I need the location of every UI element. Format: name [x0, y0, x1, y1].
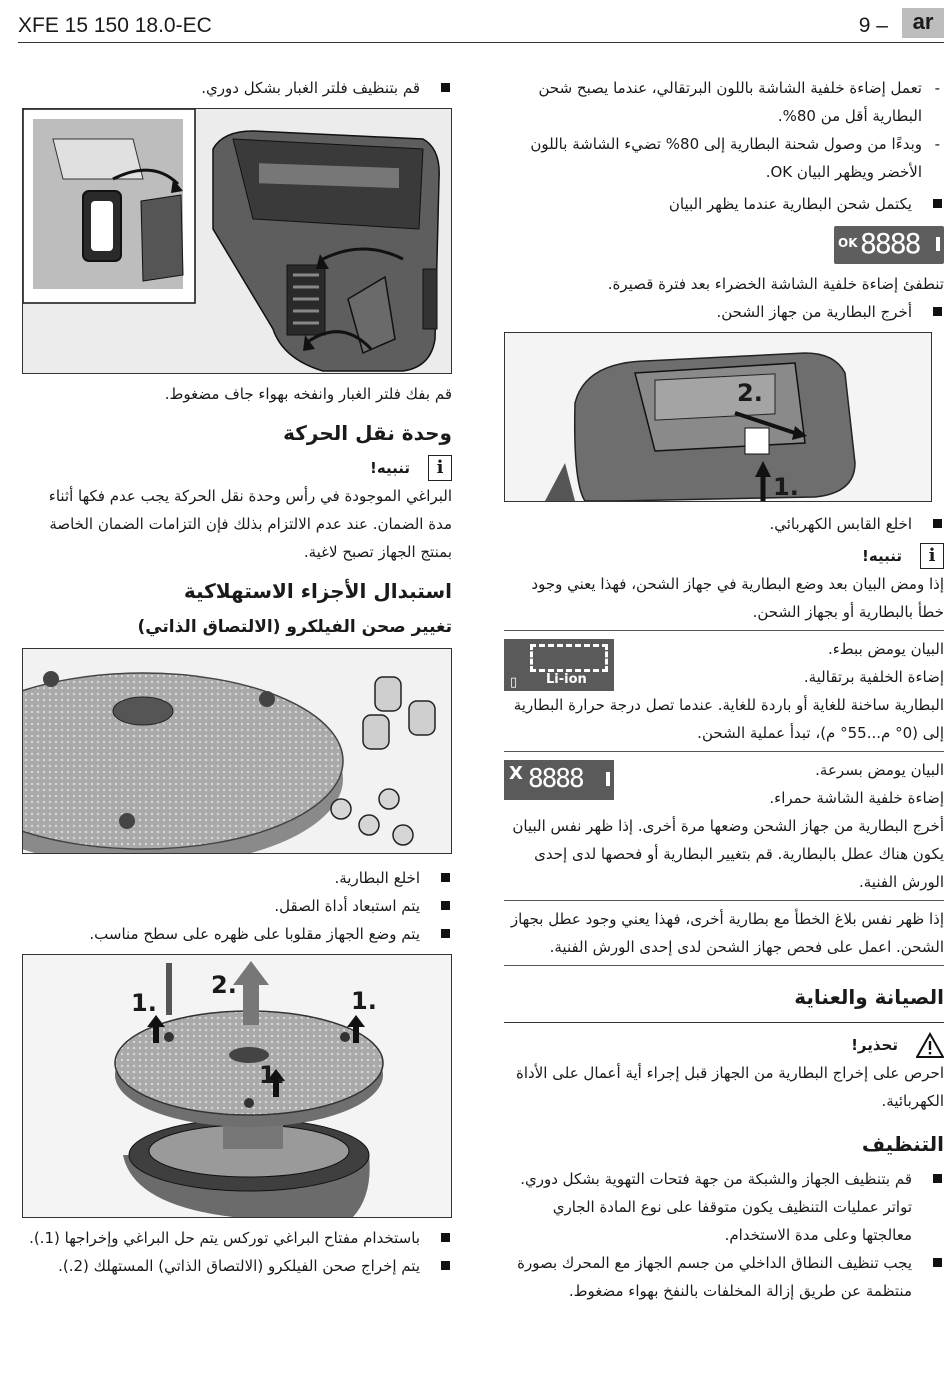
lcd-ok-label: OK [838, 236, 858, 250]
cleaning-item-2: يجب تنظيف النطاق الداخلي من جسم الجهاز مع المحرك بصورة منتظمة عن طريق إزالة المخلفات بالنفخ بهواء مضغوط. [504, 1249, 944, 1305]
velcro-pad-figure [22, 648, 452, 854]
charge-complete-item: يكتمل شحن البطارية عندما يظهر البيان [504, 190, 944, 218]
remove-battery-item: أخرج البطارية من جهاز الشحن. [504, 298, 944, 326]
pad-step2-label: 2. [211, 971, 237, 999]
lcd-liion-label: Li-ion [546, 672, 587, 687]
warning-text: احرص على إخراج البطارية من الجهاز قبل إجراء أية أعمال على الأداة الكهربائية. [516, 1064, 944, 1110]
note-battery-flash [504, 542, 944, 570]
error1-line2: إضاءة الخلفية برتقالية. [803, 668, 944, 686]
pad-removal-illustration [23, 955, 451, 1217]
velcro-pad-illustration [23, 649, 451, 853]
note1-text: إذا ومض البيان بعد وضع البطارية في جهاز الشحن، فهذا يعني وجود خطأ بالبطارية أو بجهاز الشحن. [531, 575, 944, 621]
maintenance-heading: الصيانة والعناية [794, 985, 944, 1009]
error2-line1: البيان يومض بسرعة. [815, 761, 944, 779]
table-divider [504, 751, 944, 752]
table-divider [504, 900, 944, 901]
final-item-1: باستخدام مفتاح البراغي توركس يتم حل البراغي وإخراجها (1.). [22, 1224, 452, 1252]
lcd-x-label: X [509, 763, 523, 784]
lcd-x-display [504, 760, 614, 800]
consumables-heading: استبدال الأجزاء الاستهلاكية [183, 579, 452, 603]
section-divider [504, 1022, 944, 1023]
final-item-2: يتم إخراج صحن الفيلكرو (الالتصاق الذاتي) المستهلك (2.). [22, 1252, 452, 1280]
pad-step1-label-center: 1. [259, 1061, 285, 1089]
gear-heading: وحدة نقل الحركة [283, 421, 452, 445]
pad-step1-label-left: 1. [131, 989, 157, 1017]
charger-illustration [505, 333, 931, 501]
charger-step2-label: 2. [737, 379, 763, 407]
filter-clean-item: قم بتنظيف فلتر الغبار بشكل دوري. [22, 74, 452, 102]
page-number: 9 – [858, 14, 888, 37]
table-divider [504, 630, 944, 631]
lcd-liion-display [504, 639, 614, 691]
table-divider [504, 965, 944, 966]
lcd-ok-digits: 8888 [860, 227, 920, 260]
pad-step1-label-right: 1. [351, 987, 377, 1015]
error-row-defect [504, 756, 944, 896]
charge-dash-1: - تعمل إضاءة خلفية الشاشة باللون البرتقالي، عندما يصبح شحن البطارية أقل من 80%. [504, 74, 944, 130]
battery-icon [936, 237, 940, 251]
warning-title: تحذير! [851, 1036, 898, 1054]
charger-step1-label: 1. [773, 473, 799, 501]
cleaning-item-1: قم بتنظيف الجهاز والشبكة من جهة فتحات التهوية بشكل دوري. تواتر عمليات التنظيف يكون متوقفا على نوع المادة الجاري معالجتها وعلى مدة الاستخدام. [504, 1165, 944, 1249]
lcd-x-digits: 8888 [528, 764, 583, 794]
warning-icon [916, 1032, 944, 1058]
dust-filter-figure [22, 108, 452, 374]
backlight-off-text: تنطفئ إضاءة خلفية الشاشة الخضراء بعد فترة قصيرة. [607, 275, 944, 293]
filter-caption: قم بفك فلتر الغبار وانفخه بهواء جاف مضغوط. [164, 385, 452, 403]
lcd-ok-display [834, 226, 944, 264]
right-column [504, 74, 944, 1305]
error2-desc: أخرج البطارية من جهاز الشحن وضعها مرة أخرى. إذا ظهر نفس البيان يكون هناك عطل بالبطارية. قم بتغيير البطارية أو فحصها لدى إحدى الورش الفنية. [512, 817, 944, 891]
charger-figure [504, 332, 932, 502]
note1-title: تنبيه! [862, 547, 902, 565]
pad-removal-figure [22, 954, 452, 1218]
error-row-temp [504, 635, 944, 747]
warning-box [504, 1031, 944, 1059]
info-icon: i [920, 543, 944, 569]
header-divider [18, 42, 944, 43]
lcd-dashed-frame [530, 644, 608, 672]
note-gear [22, 454, 452, 482]
error1-line1: البيان يومض ببطء. [827, 640, 944, 658]
error1-desc: البطارية ساخنة للغاية أو باردة للغاية. عندما تصل درجة حرارة البطارية إلى (0° م...55° م)، تبدأ عملية الشحن. [513, 696, 944, 742]
info-icon: i [428, 455, 452, 481]
note2-title: تنبيه! [370, 459, 410, 477]
prep-item-1: اخلع البطارية. [22, 864, 452, 892]
model-number: XFE 15 150 18.0-EC [18, 14, 212, 37]
charge-dash-2: - وبدءًا من وصول شحنة البطارية إلى 80% تضيء الشاشة باللون الأخضر ويظهر البيان OK. [504, 130, 944, 186]
dust-filter-illustration [23, 109, 451, 373]
unplug-item: اخلع القابس الكهربائي. [504, 510, 944, 538]
left-column [22, 74, 452, 1280]
error2-line2: إضاءة خلفية الشاشة حمراء. [769, 789, 944, 807]
temperature-icon: ▯ [510, 675, 518, 690]
velcro-heading: تغيير صحن الفيلكرو (الالتصاق الذاتي) [137, 617, 452, 637]
note2-text: البراغي الموجودة في رأس وحدة نقل الحركة يجب عدم فكها أثناء مدة الضمان. عند عدم الالتزام بذلك فإن التزامات الضمان الخاصة بمنتج الجهاز تصبح لاغية. [48, 487, 452, 561]
prep-item-3: يتم وضع الجهاز مقلوبا على ظهره على سطح مناسب. [22, 920, 452, 948]
page-header [0, 0, 950, 44]
error-other-text: إذا ظهر نفس بلاغ الخطأ مع بطارية أخرى، فهذا يعني وجود عطل بجهاز الشحن. اعمل على فحص جهاز الشحن لدى إحدى الورش الفنية. [510, 910, 944, 956]
prep-item-2: يتم استبعاد أداة الصقل. [22, 892, 452, 920]
cleaning-heading: التنظيف [861, 1132, 944, 1156]
language-badge: ar [902, 8, 944, 38]
battery-icon [606, 772, 610, 786]
